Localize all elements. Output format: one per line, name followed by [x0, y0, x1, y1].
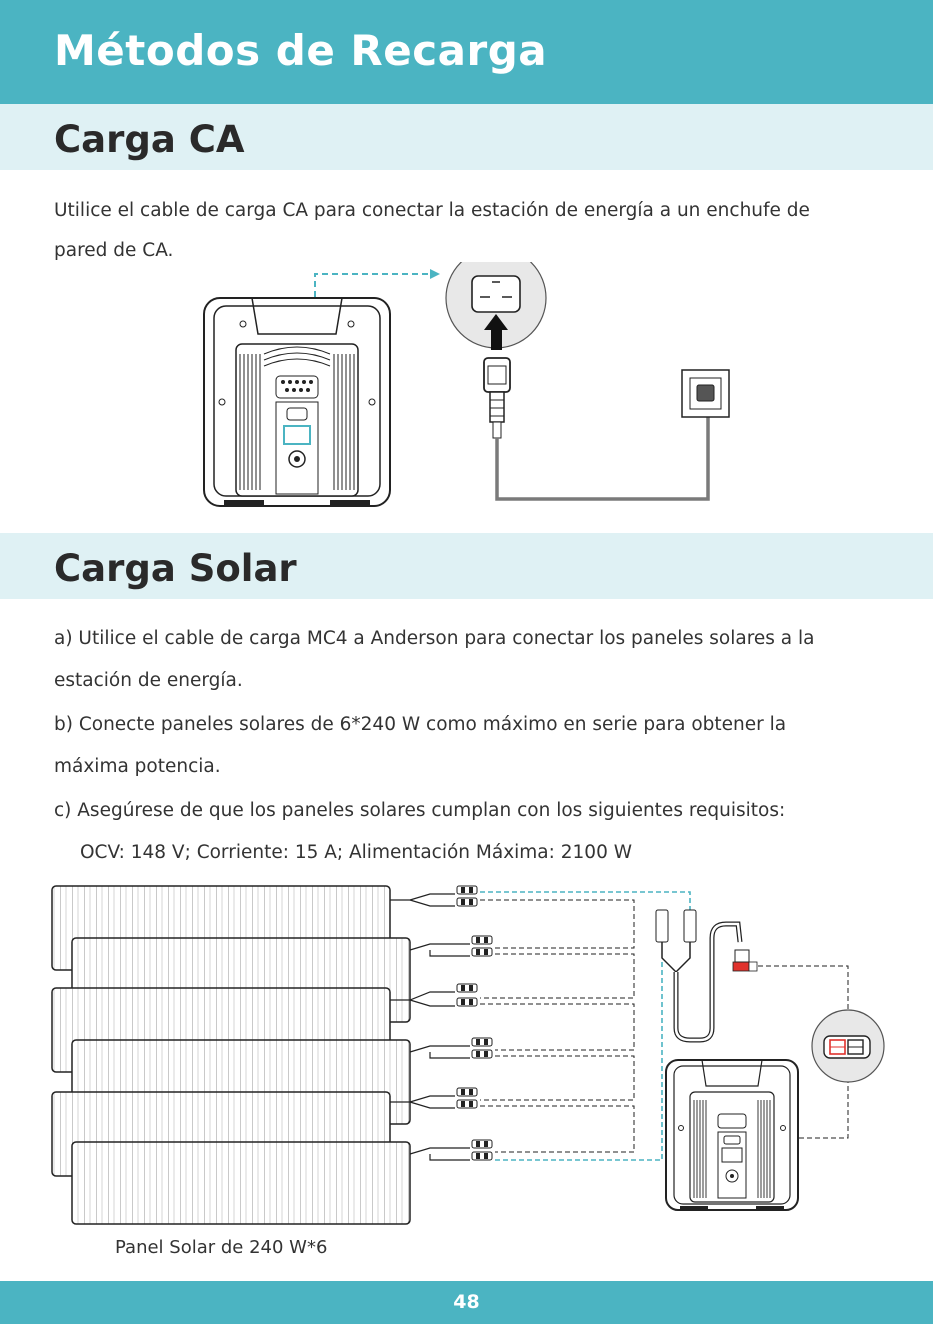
section-title-ac: Carga CA	[54, 118, 245, 161]
mc4-anderson-cable	[656, 910, 757, 1040]
ac-charging-illustration	[0, 262, 933, 517]
solar-step-a-line-2: estación de energía.	[54, 670, 243, 691]
solar-step-b-line-1: b) Conecte paneles solares de 6*240 W como máximo en serie para obtener la	[54, 714, 787, 735]
ac-plug	[484, 358, 510, 438]
ac-instruction-line-2: pared de CA.	[54, 240, 174, 261]
wall-outlet	[682, 370, 729, 417]
solar-step-a-line-1: a) Utilice el cable de carga MC4 a Anderson para conectar los paneles solares a la	[54, 628, 815, 649]
solar-step-b-line-2: máxima potencia.	[54, 756, 221, 777]
page-number: 48	[453, 1291, 480, 1313]
anderson-port-zoom	[812, 1010, 884, 1082]
power-station-rear	[204, 298, 390, 506]
solar-panel-stack	[52, 886, 410, 1224]
section-title-solar: Carga Solar	[54, 547, 297, 590]
ac-instruction-line-1: Utilice el cable de carga CA para conectar la estación de energía a un enchufe de	[54, 200, 810, 221]
solar-charging-illustration	[0, 880, 933, 1230]
page-title: Métodos de Recarga	[54, 26, 548, 75]
solar-requirements: OCV: 148 V; Corriente: 15 A; Alimentación Máxima: 2100 W	[80, 842, 633, 863]
solar-panel-caption: Panel Solar de 240 W*6	[115, 1237, 328, 1258]
power-station-rear-small	[666, 1060, 798, 1211]
solar-step-c-line-1: c) Asegúrese de que los paneles solares cumplan con los siguientes requisitos:	[54, 800, 786, 821]
